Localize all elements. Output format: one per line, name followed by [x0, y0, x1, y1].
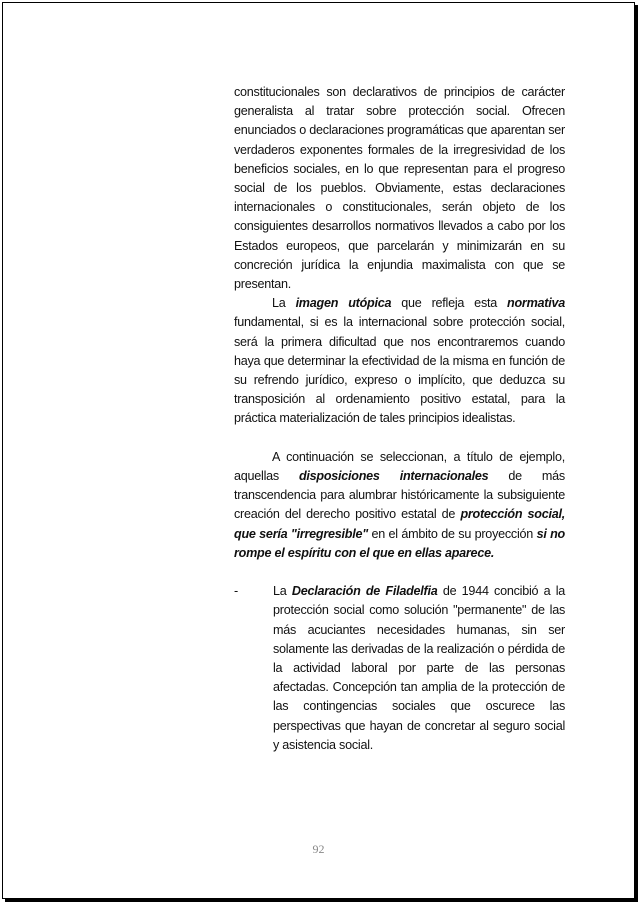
emphasis-normativa: normativa: [507, 296, 565, 311]
page-body: [234, 83, 565, 755]
emphasis-espiritu: si no rompe el espíritu con el que en ellas aparece.: [234, 526, 565, 560]
list-item-filadelfia: [234, 582, 565, 755]
paragraph-utopian-image: [234, 294, 565, 428]
emphasis-disposiciones: disposiciones internacionales: [298, 469, 489, 484]
paragraph-international-provisions: [234, 448, 565, 563]
text-segment: de 1944 concibió a la protección social como solución "permanente" de las más acuciantes necesidades humanas, sin ser solamente las derivadas de la realización o pérdida de la actividad laboral por parte de las personas afectadas. Concepción tan amplia de la protección de las contingencias sociales que oscurece las perspectivas que hayan de concretar al seguro social y asistencia social.: [273, 584, 565, 752]
text-segment: en el ámbito de su proyección: [367, 526, 537, 541]
text-segment: La: [273, 584, 292, 599]
paragraph-text: constitucionales son declarativos de principios de carácter generalista al tratar sobre protección social. Ofrecen enunciados o declaraciones programáticas que aparentan ser verdaderos exponentes formales de la irregresividad de los beneficios sociales, en lo que representan para el progreso social de los pueblos. Obviamente, estas declaraciones internacionales o constitucionales, serán objeto de los consiguientes desarrollos normativos llevados a cabo por los Estados europeos, que parcelarán y minimizarán en su concreción jurídica la enjundia maximalista con que se presentan.: [234, 85, 565, 292]
text-segment: A continuación se seleccionan, a título de ejemplo, aquellas: [234, 449, 565, 484]
paragraph-declarations: [234, 83, 565, 294]
text-segment: de más transcendencia para alumbrar históricamente la subsiguiente creación del derecho positivo estatal de: [234, 469, 565, 522]
emphasis-declaracion-filadelfia: Declaración de Filadelfia: [291, 584, 438, 599]
paragraph-spacer: [234, 563, 565, 582]
paragraph-spacer: [234, 429, 565, 448]
text-segment: fundamental, si es la internacional sobre protección social, será la primera dificultad que nos encontraremos cuando haya que determinar la efectividad de la misma en función de su refrendo jurídico, expreso o implícito, que deduzca su transposición al ordenamiento positivo estatal, para la práctica materialización de tales principios idealistas.: [234, 315, 565, 426]
document-page: [2, 2, 635, 899]
emphasis-proteccion-social: protección social, que sería "irregresible": [234, 507, 566, 541]
bullet-dash: -: [234, 584, 238, 599]
page-number: 92: [312, 842, 325, 856]
text-segment: La: [272, 296, 296, 311]
text-segment: que refleja esta: [391, 296, 508, 311]
emphasis-imagen-utopica: imagen utópica: [295, 296, 392, 311]
